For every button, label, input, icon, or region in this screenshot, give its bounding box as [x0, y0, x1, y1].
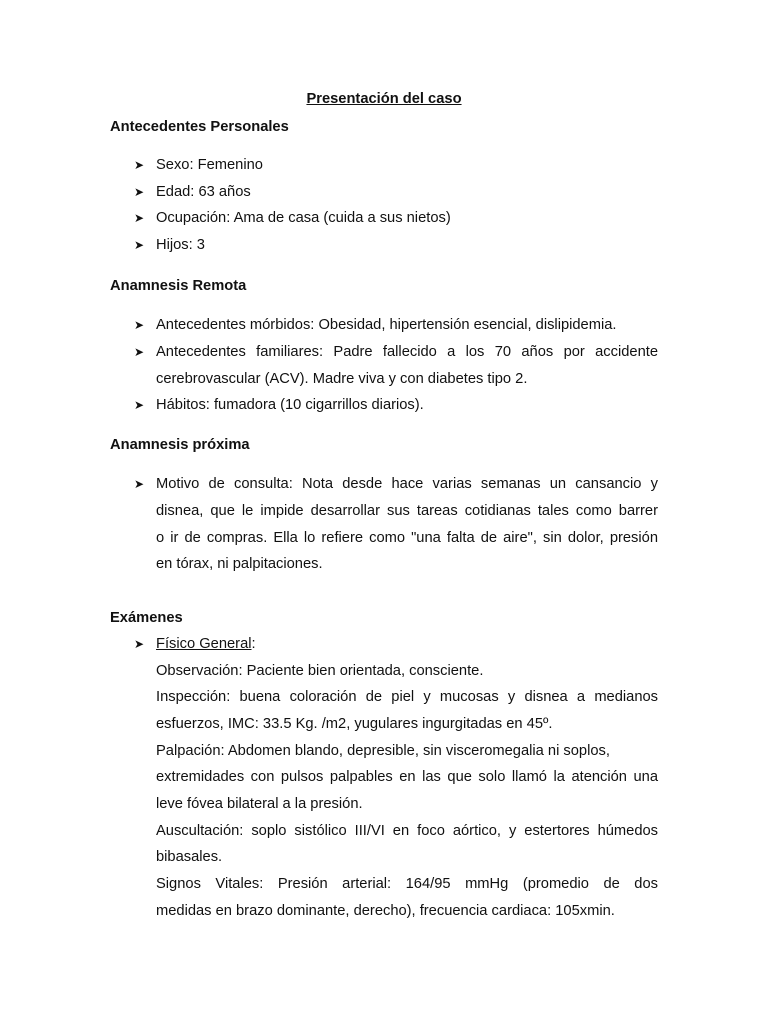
section-heading-proxima: Anamnesis próxima — [110, 437, 250, 453]
paragraph-line: extremidades con pulsos palpables en las que solo llamó la atención una — [156, 769, 658, 785]
list-item: Hijos: 3 — [156, 237, 205, 253]
paragraph-line: esfuerzos, IMC: 33.5 Kg. /m2, yugulares ingurgitadas en 45º. — [156, 716, 553, 732]
bullet-arrow-icon: ➤ — [134, 637, 145, 651]
section-heading-examenes: Exámenes — [110, 610, 183, 626]
bullet-arrow-icon: ➤ — [134, 318, 145, 332]
paragraph-line: Signos Vitales: Presión arterial: 164/95 mmHg (promedio de dos — [156, 876, 658, 892]
bullet-arrow-icon: ➤ — [134, 398, 145, 412]
bullet-arrow-icon: ➤ — [134, 345, 145, 359]
paragraph-line: en tórax, ni palpitaciones. — [156, 556, 323, 572]
paragraph-line: Observación: Paciente bien orientada, consciente. — [156, 663, 484, 679]
bullet-arrow-icon: ➤ — [134, 211, 145, 225]
document-title: Presentación del caso — [306, 91, 462, 107]
list-item: Ocupación: Ama de casa (cuida a sus nietos) — [156, 210, 451, 226]
bullet-arrow-icon: ➤ — [134, 477, 145, 491]
paragraph-line: o ir de compras. Ella lo refiere como "una falta de aire", sin dolor, presión — [156, 530, 658, 546]
list-item: Sexo: Femenino — [156, 157, 263, 173]
subsection-title — [156, 636, 256, 652]
subsection-colon: : — [251, 636, 256, 652]
paragraph-line: medidas en brazo dominante, derecho), frecuencia cardiaca: 105xmin. — [156, 903, 615, 919]
list-item: Antecedentes mórbidos: Obesidad, hipertensión esencial, dislipidemia. — [156, 317, 617, 333]
paragraph-line: Auscultación: soplo sistólico III/VI en foco aórtico, y estertores húmedos — [156, 823, 658, 839]
section-heading-antecedentes: Antecedentes Personales — [110, 119, 289, 135]
bullet-arrow-icon: ➤ — [134, 185, 145, 199]
list-item: Antecedentes familiares: Padre fallecido a los 70 años por accidente — [156, 344, 658, 360]
list-item: Edad: 63 años — [156, 184, 251, 200]
paragraph-line: leve fóvea bilateral a la presión. — [156, 796, 363, 812]
list-item: Hábitos: fumadora (10 cigarrillos diarios). — [156, 397, 424, 413]
bullet-arrow-icon: ➤ — [134, 238, 145, 252]
paragraph-line: bibasales. — [156, 849, 223, 865]
section-heading-remota: Anamnesis Remota — [110, 278, 247, 294]
subsection-label-fisico: Físico General — [156, 636, 252, 652]
paragraph-line: disnea, que le impide desarrollar sus tareas cotidianas tales como barrer — [156, 503, 658, 519]
bullet-arrow-icon: ➤ — [134, 158, 145, 172]
list-item-continuation: cerebrovascular (ACV). Madre viva y con diabetes tipo 2. — [156, 371, 528, 387]
paragraph-line: Palpación: Abdomen blando, depresible, sin visceromegalia ni soplos, — [156, 743, 610, 759]
paragraph-line: Inspección: buena coloración de piel y mucosas y disnea a medianos — [156, 689, 658, 705]
paragraph-line: Motivo de consulta: Nota desde hace varias semanas un cansancio y — [156, 476, 658, 492]
